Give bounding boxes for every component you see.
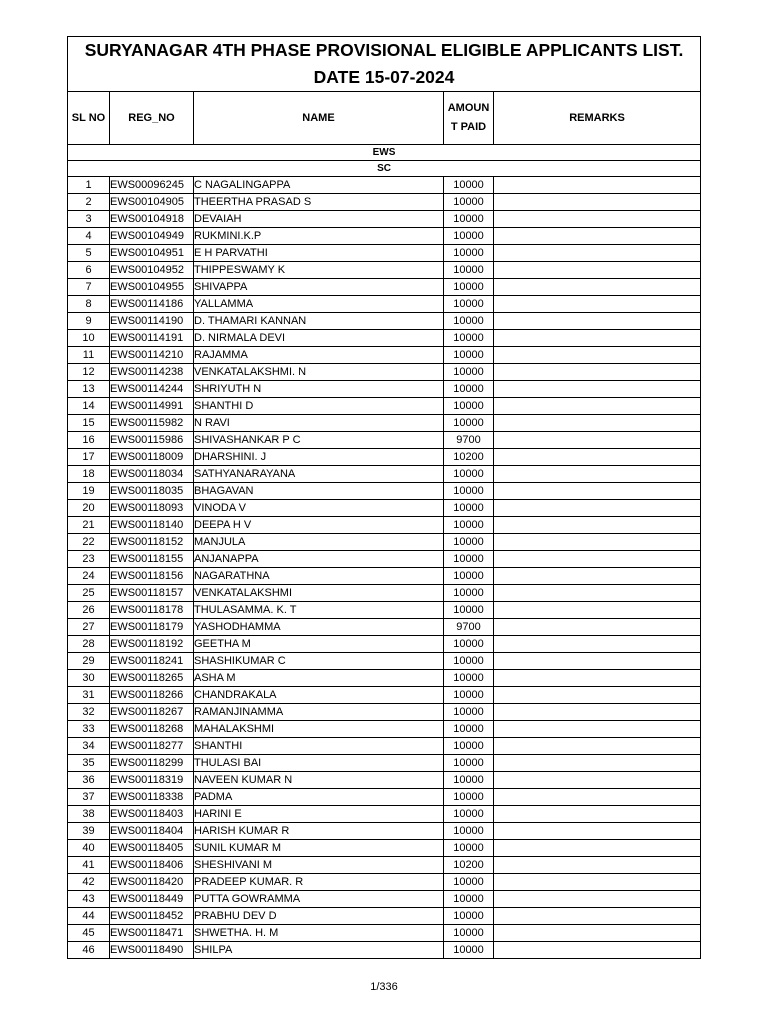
cell-amount-paid: 9700 xyxy=(444,619,494,636)
table-row xyxy=(68,840,701,857)
table-row xyxy=(68,619,701,636)
cell-remarks xyxy=(494,874,701,891)
cell-remarks xyxy=(494,619,701,636)
cell-amount-paid: 10000 xyxy=(444,551,494,568)
cell-sl-no: 40 xyxy=(68,840,110,857)
cell-sl-no: 1 xyxy=(68,177,110,194)
cell-amount-paid: 10000 xyxy=(444,908,494,925)
table-row xyxy=(68,721,701,738)
cell-reg-no: EWS00115982 xyxy=(110,415,194,432)
cell-sl-no: 17 xyxy=(68,449,110,466)
cell-sl-no: 36 xyxy=(68,772,110,789)
cell-reg-no: EWS00104951 xyxy=(110,245,194,262)
table-row xyxy=(68,568,701,585)
cell-name: VENKATALAKSHMI xyxy=(194,585,444,602)
cell-remarks xyxy=(494,517,701,534)
page-number: 1/336 xyxy=(370,981,398,993)
table-row xyxy=(68,551,701,568)
cell-amount-paid: 10000 xyxy=(444,891,494,908)
cell-remarks xyxy=(494,551,701,568)
cell-sl-no: 15 xyxy=(68,415,110,432)
cell-reg-no: EWS00118403 xyxy=(110,806,194,823)
cell-sl-no: 5 xyxy=(68,245,110,262)
cell-reg-no: EWS00118299 xyxy=(110,755,194,772)
cell-remarks xyxy=(494,296,701,313)
cell-sl-no: 43 xyxy=(68,891,110,908)
cell-sl-no: 42 xyxy=(68,874,110,891)
cell-reg-no: EWS00118178 xyxy=(110,602,194,619)
cell-remarks xyxy=(494,449,701,466)
cell-sl-no: 37 xyxy=(68,789,110,806)
table-row xyxy=(68,925,701,942)
cell-name: RAJAMMA xyxy=(194,347,444,364)
cell-amount-paid: 10200 xyxy=(444,449,494,466)
cell-remarks xyxy=(494,568,701,585)
cell-remarks xyxy=(494,721,701,738)
cell-reg-no: EWS00118192 xyxy=(110,636,194,653)
cell-sl-no: 25 xyxy=(68,585,110,602)
cell-amount-paid: 10000 xyxy=(444,347,494,364)
cell-remarks xyxy=(494,262,701,279)
cell-name: PRABHU DEV D xyxy=(194,908,444,925)
table-row xyxy=(68,415,701,432)
header-amount-line-1: AMOUN xyxy=(447,102,490,114)
cell-amount-paid: 10000 xyxy=(444,806,494,823)
cell-sl-no: 38 xyxy=(68,806,110,823)
cell-amount-paid: 10000 xyxy=(444,500,494,517)
header-reg-no: REG_NO xyxy=(110,92,194,145)
table-row xyxy=(68,517,701,534)
table-row xyxy=(68,874,701,891)
cell-reg-no: EWS00104952 xyxy=(110,262,194,279)
table-row xyxy=(68,704,701,721)
cell-sl-no: 44 xyxy=(68,908,110,925)
cell-reg-no: EWS00114244 xyxy=(110,381,194,398)
cell-name: VENKATALAKSHMI. N xyxy=(194,364,444,381)
table-row xyxy=(68,789,701,806)
cell-sl-no: 46 xyxy=(68,942,110,959)
cell-sl-no: 23 xyxy=(68,551,110,568)
cell-sl-no: 29 xyxy=(68,653,110,670)
cell-name: SHILPA xyxy=(194,942,444,959)
table-row xyxy=(68,687,701,704)
cell-sl-no: 31 xyxy=(68,687,110,704)
cell-amount-paid: 10000 xyxy=(444,653,494,670)
cell-remarks xyxy=(494,364,701,381)
cell-remarks xyxy=(494,806,701,823)
table-row xyxy=(68,313,701,330)
cell-reg-no: EWS00114238 xyxy=(110,364,194,381)
cell-sl-no: 22 xyxy=(68,534,110,551)
cell-reg-no: EWS00118449 xyxy=(110,891,194,908)
cell-amount-paid: 10000 xyxy=(444,296,494,313)
table-row xyxy=(68,755,701,772)
cell-amount-paid: 10000 xyxy=(444,738,494,755)
cell-amount-paid: 10000 xyxy=(444,228,494,245)
cell-name: SHWETHA. H. M xyxy=(194,925,444,942)
table-row xyxy=(68,228,701,245)
cell-amount-paid: 10000 xyxy=(444,279,494,296)
cell-amount-paid: 10000 xyxy=(444,262,494,279)
cell-reg-no: EWS00118452 xyxy=(110,908,194,925)
cell-sl-no: 21 xyxy=(68,517,110,534)
cell-name: THULASAMMA. K. T xyxy=(194,602,444,619)
cell-amount-paid: 10000 xyxy=(444,925,494,942)
cell-amount-paid: 10200 xyxy=(444,857,494,874)
cell-name: SHASHIKUMAR C xyxy=(194,653,444,670)
cell-name: THIPPESWAMY K xyxy=(194,262,444,279)
cell-remarks xyxy=(494,653,701,670)
cell-remarks xyxy=(494,687,701,704)
cell-reg-no: EWS00118241 xyxy=(110,653,194,670)
cell-name: BHAGAVAN xyxy=(194,483,444,500)
cell-sl-no: 13 xyxy=(68,381,110,398)
header-remarks: REMARKS xyxy=(494,92,701,145)
table-row xyxy=(68,483,701,500)
cell-name: DHARSHINI. J xyxy=(194,449,444,466)
cell-amount-paid: 10000 xyxy=(444,245,494,262)
cell-remarks xyxy=(494,330,701,347)
header-amount-paid xyxy=(444,92,494,145)
cell-sl-no: 24 xyxy=(68,568,110,585)
cell-sl-no: 12 xyxy=(68,364,110,381)
table-row xyxy=(68,177,701,194)
cell-sl-no: 9 xyxy=(68,313,110,330)
cell-reg-no: EWS00118156 xyxy=(110,568,194,585)
cell-remarks xyxy=(494,823,701,840)
header-sl-no: SL NO xyxy=(68,92,110,145)
cell-reg-no: EWS00118266 xyxy=(110,687,194,704)
cell-reg-no: EWS00118490 xyxy=(110,942,194,959)
table-row xyxy=(68,211,701,228)
cell-reg-no: EWS00114190 xyxy=(110,313,194,330)
cell-reg-no: EWS00118035 xyxy=(110,483,194,500)
header-name: NAME xyxy=(194,92,444,145)
cell-amount-paid: 10000 xyxy=(444,823,494,840)
cell-amount-paid: 10000 xyxy=(444,534,494,551)
cell-reg-no: EWS00118009 xyxy=(110,449,194,466)
table-row xyxy=(68,466,701,483)
cell-sl-no: 20 xyxy=(68,500,110,517)
cell-remarks xyxy=(494,534,701,551)
cell-name: PADMA xyxy=(194,789,444,806)
cell-reg-no: EWS00118267 xyxy=(110,704,194,721)
cell-name: VINODA V xyxy=(194,500,444,517)
cell-amount-paid: 10000 xyxy=(444,840,494,857)
table-row xyxy=(68,398,701,415)
cell-amount-paid: 9700 xyxy=(444,432,494,449)
table-row xyxy=(68,891,701,908)
cell-amount-paid: 10000 xyxy=(444,398,494,415)
cell-remarks xyxy=(494,636,701,653)
cell-sl-no: 7 xyxy=(68,279,110,296)
cell-amount-paid: 10000 xyxy=(444,381,494,398)
section-caste-label: SC xyxy=(68,161,701,177)
cell-remarks xyxy=(494,857,701,874)
table-row xyxy=(68,534,701,551)
cell-remarks xyxy=(494,313,701,330)
cell-remarks xyxy=(494,585,701,602)
cell-remarks xyxy=(494,432,701,449)
cell-sl-no: 19 xyxy=(68,483,110,500)
cell-sl-no: 34 xyxy=(68,738,110,755)
cell-remarks xyxy=(494,177,701,194)
cell-amount-paid: 10000 xyxy=(444,687,494,704)
cell-name: SHRIYUTH N xyxy=(194,381,444,398)
cell-remarks xyxy=(494,670,701,687)
cell-amount-paid: 10000 xyxy=(444,517,494,534)
cell-name: NAVEEN KUMAR N xyxy=(194,772,444,789)
cell-name: SHESHIVANI M xyxy=(194,857,444,874)
cell-reg-no: EWS00114191 xyxy=(110,330,194,347)
cell-sl-no: 27 xyxy=(68,619,110,636)
cell-remarks xyxy=(494,211,701,228)
cell-remarks xyxy=(494,228,701,245)
table-row xyxy=(68,942,701,959)
table-row xyxy=(68,500,701,517)
cell-sl-no: 35 xyxy=(68,755,110,772)
section-category-label: EWS xyxy=(68,145,701,161)
cell-amount-paid: 10000 xyxy=(444,874,494,891)
cell-remarks xyxy=(494,194,701,211)
cell-reg-no: EWS00104955 xyxy=(110,279,194,296)
cell-amount-paid: 10000 xyxy=(444,194,494,211)
cell-remarks xyxy=(494,347,701,364)
cell-remarks xyxy=(494,602,701,619)
document-title xyxy=(68,37,701,92)
cell-sl-no: 3 xyxy=(68,211,110,228)
cell-remarks xyxy=(494,415,701,432)
cell-name: PRADEEP KUMAR. R xyxy=(194,874,444,891)
cell-name: SHIVAPPA xyxy=(194,279,444,296)
cell-reg-no: EWS00118404 xyxy=(110,823,194,840)
table-row xyxy=(68,806,701,823)
cell-reg-no: EWS00118157 xyxy=(110,585,194,602)
section-row-category xyxy=(68,145,701,161)
table-row xyxy=(68,670,701,687)
cell-name: RAMANJINAMMA xyxy=(194,704,444,721)
cell-sl-no: 8 xyxy=(68,296,110,313)
cell-remarks xyxy=(494,942,701,959)
table-row xyxy=(68,296,701,313)
cell-name: SHANTHI D xyxy=(194,398,444,415)
cell-name: NAGARATHNA xyxy=(194,568,444,585)
table-row xyxy=(68,364,701,381)
cell-name: PUTTA GOWRAMMA xyxy=(194,891,444,908)
cell-remarks xyxy=(494,381,701,398)
table-row xyxy=(68,857,701,874)
cell-name: YASHODHAMMA xyxy=(194,619,444,636)
cell-reg-no: EWS00118034 xyxy=(110,466,194,483)
cell-remarks xyxy=(494,755,701,772)
cell-name: THEERTHA PRASAD S xyxy=(194,194,444,211)
cell-name: MAHALAKSHMI xyxy=(194,721,444,738)
cell-sl-no: 39 xyxy=(68,823,110,840)
cell-reg-no: EWS00118338 xyxy=(110,789,194,806)
cell-reg-no: EWS00118406 xyxy=(110,857,194,874)
cell-sl-no: 10 xyxy=(68,330,110,347)
cell-amount-paid: 10000 xyxy=(444,772,494,789)
cell-name: SUNIL KUMAR M xyxy=(194,840,444,857)
cell-reg-no: EWS00118093 xyxy=(110,500,194,517)
cell-amount-paid: 10000 xyxy=(444,721,494,738)
cell-reg-no: EWS00104949 xyxy=(110,228,194,245)
cell-reg-no: EWS00118179 xyxy=(110,619,194,636)
cell-name: THULASI BAI xyxy=(194,755,444,772)
cell-name: YALLAMMA xyxy=(194,296,444,313)
cell-name: RUKMINI.K.P xyxy=(194,228,444,245)
table-row xyxy=(68,602,701,619)
cell-amount-paid: 10000 xyxy=(444,211,494,228)
cell-remarks xyxy=(494,500,701,517)
table-row xyxy=(68,772,701,789)
applicants-table xyxy=(67,36,701,959)
cell-reg-no: EWS00104905 xyxy=(110,194,194,211)
cell-remarks xyxy=(494,789,701,806)
header-row xyxy=(68,92,701,145)
cell-name: C NAGALINGAPPA xyxy=(194,177,444,194)
cell-sl-no: 30 xyxy=(68,670,110,687)
cell-remarks xyxy=(494,483,701,500)
cell-reg-no: EWS00118265 xyxy=(110,670,194,687)
cell-reg-no: EWS00114991 xyxy=(110,398,194,415)
cell-sl-no: 32 xyxy=(68,704,110,721)
cell-sl-no: 18 xyxy=(68,466,110,483)
table-row xyxy=(68,347,701,364)
cell-name: GEETHA M xyxy=(194,636,444,653)
cell-amount-paid: 10000 xyxy=(444,942,494,959)
cell-reg-no: EWS00104918 xyxy=(110,211,194,228)
section-row-caste xyxy=(68,161,701,177)
cell-amount-paid: 10000 xyxy=(444,415,494,432)
cell-amount-paid: 10000 xyxy=(444,704,494,721)
cell-remarks xyxy=(494,279,701,296)
cell-reg-no: EWS00114186 xyxy=(110,296,194,313)
cell-amount-paid: 10000 xyxy=(444,313,494,330)
table-row xyxy=(68,636,701,653)
cell-name: MANJULA xyxy=(194,534,444,551)
cell-name: DEEPA H V xyxy=(194,517,444,534)
cell-sl-no: 16 xyxy=(68,432,110,449)
cell-amount-paid: 10000 xyxy=(444,177,494,194)
cell-reg-no: EWS00118405 xyxy=(110,840,194,857)
cell-reg-no: EWS00118268 xyxy=(110,721,194,738)
cell-name: SHIVASHANKAR P C xyxy=(194,432,444,449)
cell-amount-paid: 10000 xyxy=(444,568,494,585)
table-row xyxy=(68,432,701,449)
table-row xyxy=(68,279,701,296)
cell-remarks xyxy=(494,398,701,415)
table-row xyxy=(68,908,701,925)
table-row xyxy=(68,449,701,466)
table-body xyxy=(68,177,701,959)
cell-remarks xyxy=(494,738,701,755)
cell-name: D. NIRMALA DEVI xyxy=(194,330,444,347)
cell-name: ANJANAPPA xyxy=(194,551,444,568)
cell-remarks xyxy=(494,908,701,925)
cell-reg-no: EWS00114210 xyxy=(110,347,194,364)
cell-sl-no: 14 xyxy=(68,398,110,415)
cell-amount-paid: 10000 xyxy=(444,636,494,653)
cell-reg-no: EWS00118471 xyxy=(110,925,194,942)
cell-reg-no: EWS00118152 xyxy=(110,534,194,551)
header-amount-line-2: T PAID xyxy=(450,121,487,133)
cell-reg-no: EWS00118319 xyxy=(110,772,194,789)
table-row xyxy=(68,585,701,602)
cell-amount-paid: 10000 xyxy=(444,755,494,772)
cell-remarks xyxy=(494,891,701,908)
cell-reg-no: EWS00096245 xyxy=(110,177,194,194)
cell-amount-paid: 10000 xyxy=(444,670,494,687)
cell-remarks xyxy=(494,245,701,262)
cell-amount-paid: 10000 xyxy=(444,585,494,602)
cell-name: CHANDRAKALA xyxy=(194,687,444,704)
table-row xyxy=(68,330,701,347)
table-row xyxy=(68,262,701,279)
cell-name: E H PARVATHI xyxy=(194,245,444,262)
title-line-2: DATE 15-07-2024 xyxy=(313,67,455,87)
cell-name: HARISH KUMAR R xyxy=(194,823,444,840)
cell-name: N RAVI xyxy=(194,415,444,432)
cell-name: SATHYANARAYANA xyxy=(194,466,444,483)
cell-amount-paid: 10000 xyxy=(444,364,494,381)
cell-sl-no: 45 xyxy=(68,925,110,942)
cell-sl-no: 28 xyxy=(68,636,110,653)
cell-amount-paid: 10000 xyxy=(444,483,494,500)
cell-sl-no: 6 xyxy=(68,262,110,279)
cell-reg-no: EWS00118140 xyxy=(110,517,194,534)
table-row xyxy=(68,194,701,211)
cell-amount-paid: 10000 xyxy=(444,602,494,619)
table-row xyxy=(68,738,701,755)
cell-amount-paid: 10000 xyxy=(444,466,494,483)
cell-sl-no: 4 xyxy=(68,228,110,245)
cell-sl-no: 33 xyxy=(68,721,110,738)
table-row xyxy=(68,245,701,262)
cell-sl-no: 11 xyxy=(68,347,110,364)
title-line-1: SURYANAGAR 4TH PHASE PROVISIONAL ELIGIBLE APPLICANTS LIST. xyxy=(84,40,684,60)
cell-remarks xyxy=(494,772,701,789)
cell-amount-paid: 10000 xyxy=(444,330,494,347)
cell-sl-no: 26 xyxy=(68,602,110,619)
cell-reg-no: EWS00115986 xyxy=(110,432,194,449)
cell-name: SHANTHI xyxy=(194,738,444,755)
cell-sl-no: 41 xyxy=(68,857,110,874)
cell-name: DEVAIAH xyxy=(194,211,444,228)
cell-remarks xyxy=(494,840,701,857)
cell-amount-paid: 10000 xyxy=(444,789,494,806)
table-row xyxy=(68,653,701,670)
cell-name: HARINI E xyxy=(194,806,444,823)
cell-name: ASHA M xyxy=(194,670,444,687)
cell-reg-no: EWS00118277 xyxy=(110,738,194,755)
cell-remarks xyxy=(494,466,701,483)
cell-sl-no: 2 xyxy=(68,194,110,211)
table-row xyxy=(68,381,701,398)
cell-remarks xyxy=(494,704,701,721)
cell-reg-no: EWS00118420 xyxy=(110,874,194,891)
table-row xyxy=(68,823,701,840)
cell-name: D. THAMARI KANNAN xyxy=(194,313,444,330)
cell-remarks xyxy=(494,925,701,942)
cell-reg-no: EWS00118155 xyxy=(110,551,194,568)
title-row xyxy=(68,37,701,92)
